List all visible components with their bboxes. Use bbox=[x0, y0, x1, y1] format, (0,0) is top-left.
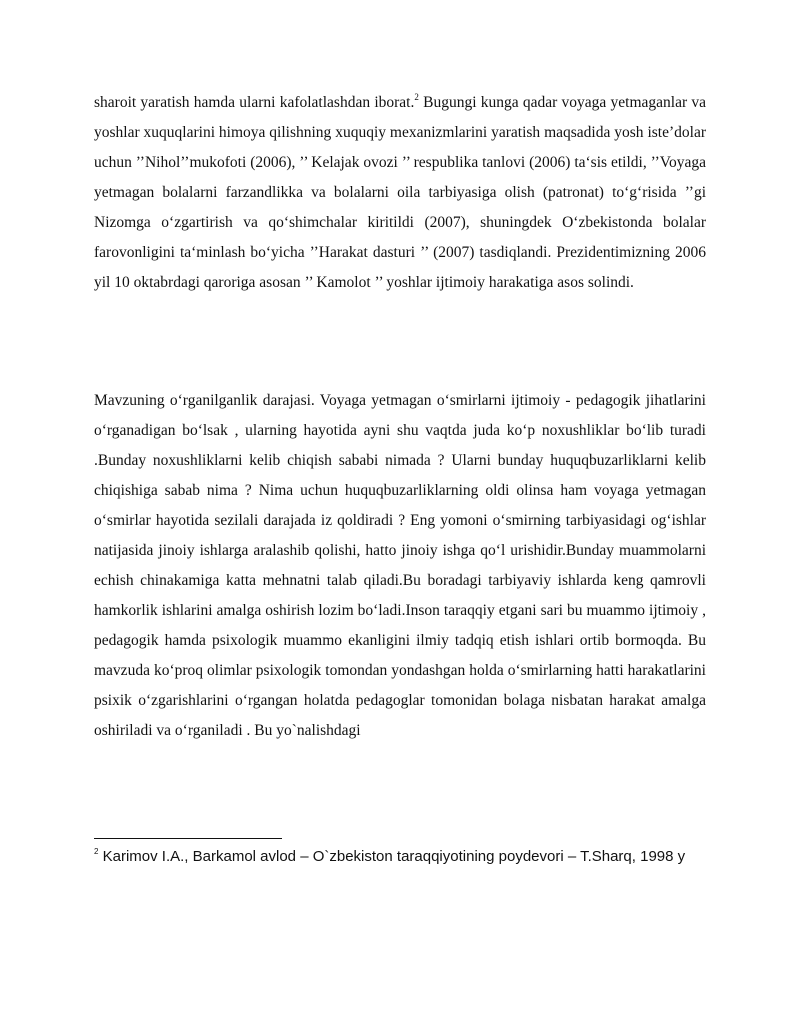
footnote-reference[interactable]: 2 bbox=[414, 91, 419, 102]
paragraph-text: sharoit yaratish hamda ularni kafolatlashdan iborat. bbox=[94, 94, 415, 111]
body-paragraph: Mavzuning o‘rganilganlik darajasi. Voyaga yetmagan o‘smirlarni ijtimoiy - pedagogik jihatlarini o‘rganadigan bo‘lsak , ularning hayotida ayni shu vaqtda juda ko‘p noxushliklar bo‘lib turadi .Bunday noxushliklarni kelib chiqish sababi nimada ? Ularni bunday huquqbuzarliklarni kelib chiqishiga sabab nima ? Nima uchun huquqbuzarliklarning oldi olinsa ham voyaga yetmagan o‘smirlar hayotida sezilali darajada iz qoldiradi ? Eng yomoni o‘smirning tarbiyasidagi og‘ishlar natijasida jinoiy ishlarga aralashib qolishi, hatto jinoiy ishga qo‘l urishidir.Bunday muammolarni echish chinakamiga katta mehnatni talab qiladi.Bu boradagi tarbiyaviy ishlarda keng qamrovli hamkorlik ishlarini amalga oshirish lozim bo‘ladi.Inson taraqqiy etgani sari bu muammo ijtimoiy , pedagogik hamda psixologik muammo ekanligini ilmiy tadqiq etish ishlari ortib bormoqda. Bu mavzuda ko‘proq olimlar psixologik tomondan yondashgan holda o‘smirlarning hatti harakatlarini psixik o‘zgarishlarini o‘rgangan holatda pedagoglar tomonidan bolaga nisbatan harakat amalga oshiriladi va o‘rganiladi . Bu yo`nalishdagi bbox=[94, 392, 706, 739]
footnote-mark: 2 bbox=[94, 847, 99, 856]
footnote-separator bbox=[94, 838, 282, 839]
body-paragraph bbox=[94, 88, 706, 298]
footnote-text: Karimov I.A., Barkamol avlod – O`zbekiston taraqqiyotining poydevori – T.Sharq, 1998 y bbox=[98, 848, 686, 865]
paragraph-text-continued: Bugungi kunga qadar voyaga yetmaganlar va yoshlar xuquqlarini himoya qilishning xuquqiy mexanizmlarini yaratish maqsadida yosh iste’dolar uchun ’’Nihol’’mukofoti (2006), ’’ Kelajak ovozi ’’ respublika tanlovi (2006) ta‘sis etildi, ’’Voyaga yetmagan bolalarni farzandlikka va bolalarni oila tarbiyasiga olish (patronat) to‘g‘risida ’’gi Nizomga o‘zgartirish va qo‘shimchalar kiritildi (2007), shuningdek O‘zbekistonda bolalar farovonligini ta‘minlash bo‘yicha ’’Harakat dasturi ’’ (2007) tasdiqlandi. Prezidentimizning 2006 yil 10 oktabrdagi qaroriga asosan ’’ Kamolot ’’ yoshlar ijtimoiy harakatiga asos solindi. bbox=[94, 94, 707, 291]
footnote bbox=[94, 840, 706, 874]
